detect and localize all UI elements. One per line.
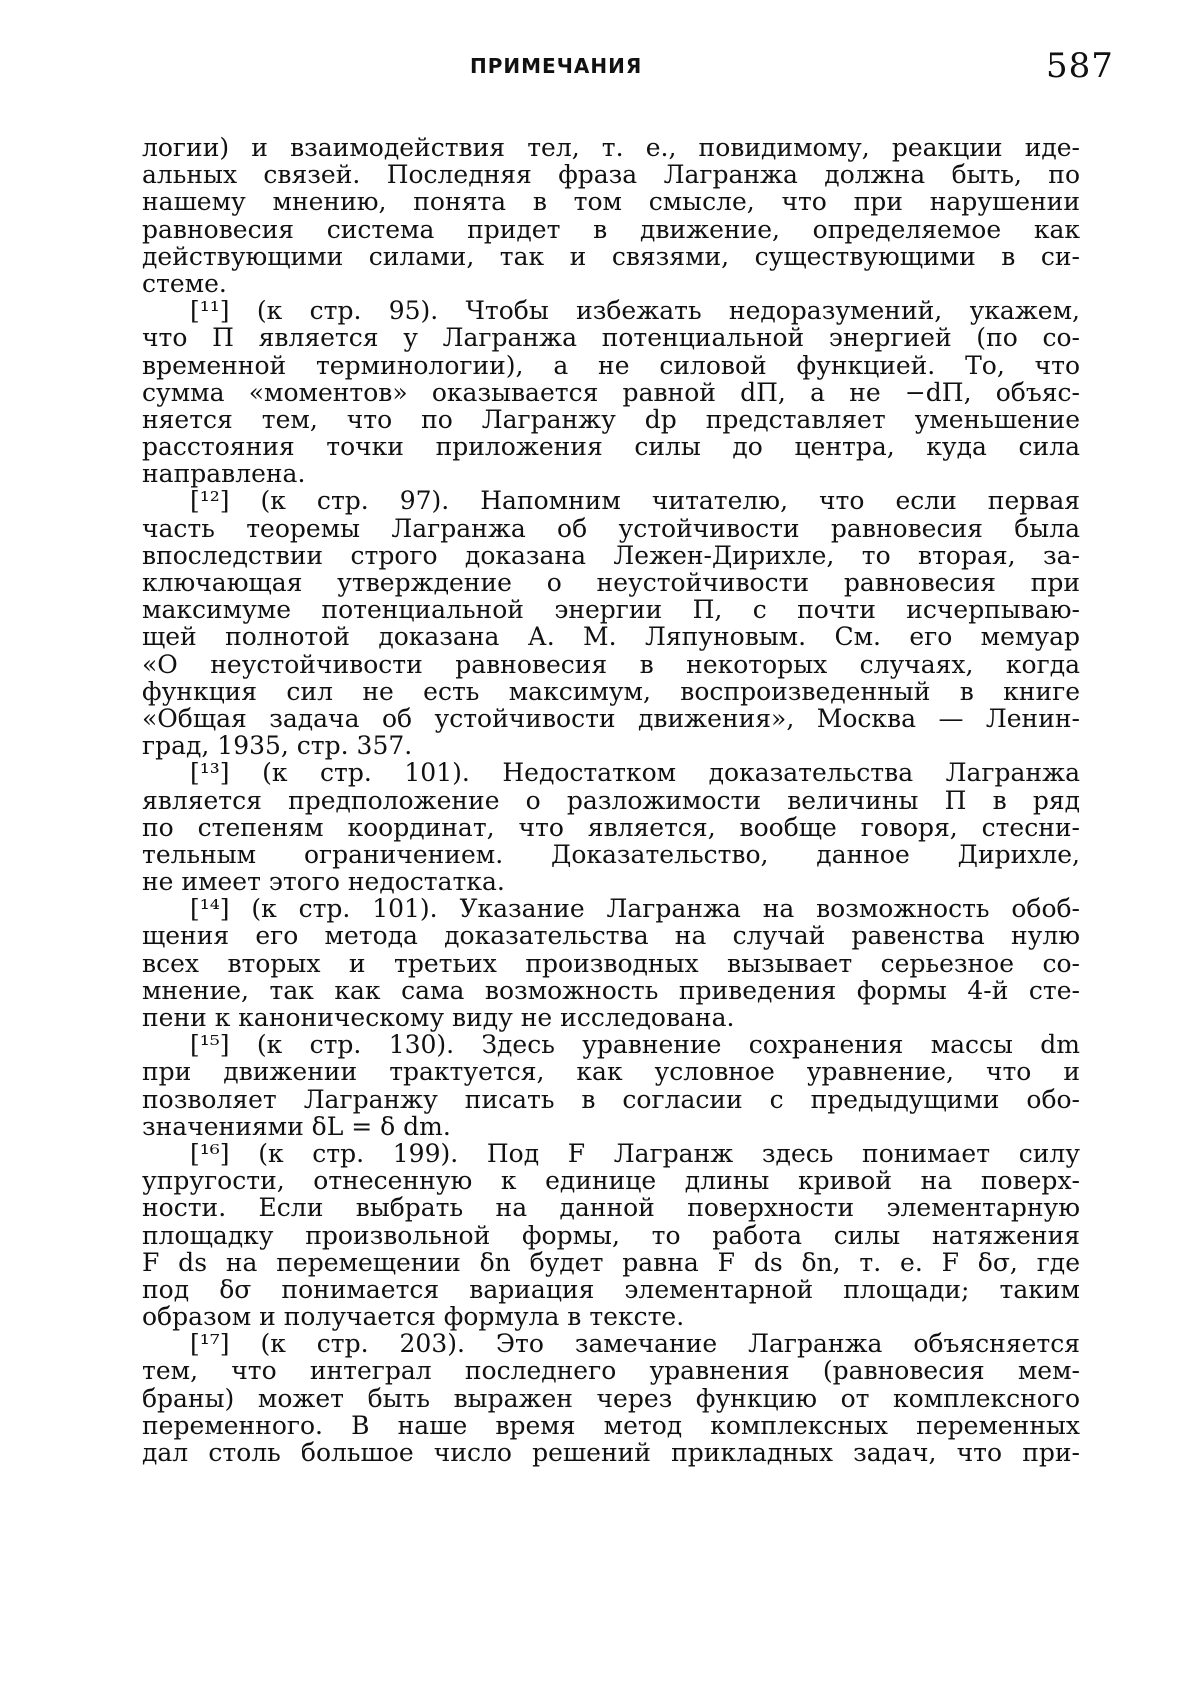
text-line: является предположение о разложимости величины П в ряд xyxy=(142,785,1080,815)
text-line: браны) может быть выражен через функцию от комплексного xyxy=(142,1383,1080,1413)
text-line: нашему мнению, понята в том смысле, что при нарушении xyxy=(142,187,1080,217)
text-line: сумма «моментов» оказывается равной dП, а не −dП, объяс- xyxy=(142,377,1080,407)
text-line: впоследствии строго доказана Лежен-Дирихле, то вторая, за- xyxy=(142,540,1080,570)
note-first-line: [¹³] (к стр. 101). Недостатком доказательства Лагранжа xyxy=(190,758,1080,788)
text-line: часть теоремы Лагранжа об устойчивости равновесия была xyxy=(142,513,1080,543)
text-line: переменного. В наше время метод комплексных переменных xyxy=(142,1410,1080,1440)
notes-body-text xyxy=(142,134,1080,1466)
text-line: площадку произвольной формы, то работа силы натяжения xyxy=(142,1220,1080,1250)
text-line: F ds на перемещении δn будет равна F ds δn, т. е. F δσ, где xyxy=(142,1247,1080,1277)
text-line: щения его метода доказательства на случай равенства нулю xyxy=(142,921,1080,951)
note-first-line: [¹²] (к стр. 97). Напомним читателю, что если первая xyxy=(190,486,1080,516)
running-title: ПРИМЕЧАНИЯ xyxy=(470,54,643,78)
text-line: при движении трактуется, как условное уравнение, что и xyxy=(142,1057,1080,1087)
text-line: равновесия система придет в движение, определяемое как xyxy=(142,214,1080,244)
page-number: 587 xyxy=(1046,46,1114,86)
running-head xyxy=(0,46,1200,106)
text-line: тельным ограничением. Доказательство, данное Дирихле, xyxy=(142,839,1080,869)
text-line: ключающая утверждение о неустойчивости равновесия при xyxy=(142,568,1080,597)
text-line: упругости, отнесенную к единице длины кривой на поверх- xyxy=(142,1166,1080,1196)
text-line: няется тем, что по Лагранжу dp представляет уменьшение xyxy=(142,404,1080,434)
text-line: действующими силами, так и связями, существующими в си- xyxy=(142,241,1080,271)
text-line: под δσ понимается вариация элементарной площади; таким xyxy=(142,1274,1080,1304)
text-line: «О неустойчивости равновесия в некоторых случаях, когда xyxy=(142,649,1080,679)
text-line: образом и получается формула в тексте. xyxy=(142,1302,685,1332)
text-line: всех вторых и третьих производных вызывает серьезное со- xyxy=(142,948,1080,978)
text-line: максимуме потенциальной энергии П, с почти исчерпываю- xyxy=(142,595,1080,625)
text-line: что П является у Лагранжа потенциальной энергией (по со- xyxy=(142,323,1080,353)
text-line: ности. Если выбрать на данной поверхности элементарную xyxy=(142,1193,1080,1223)
text-line: щей полнотой доказана А. М. Ляпуновым. См. его мемуар xyxy=(142,622,1080,652)
text-line: направлена. xyxy=(142,459,306,489)
text-line: тем, что интеграл последнего уравнения (равновесия мем- xyxy=(142,1356,1080,1386)
text-line: расстояния точки приложения силы до центра, куда сила xyxy=(142,432,1080,462)
text-line: функция сил не есть максимум, воспроизведенный в книге xyxy=(142,676,1080,706)
note-first-line: [¹⁵] (к стр. 130). Здесь уравнение сохранения массы dm xyxy=(190,1030,1080,1060)
text-line: стеме. xyxy=(142,268,227,298)
text-line: значениями δL = δ dm. xyxy=(142,1111,451,1141)
text-line: град, 1935, стр. 357. xyxy=(142,731,413,761)
text-line: по степеням координат, что является, вообще говоря, стесни- xyxy=(142,812,1080,842)
text-line: временной терминологии), а не силовой функцией. То, что xyxy=(142,350,1080,380)
text-line: пени к каноническому виду не исследована. xyxy=(142,1003,735,1032)
note-first-line: [¹⁶] (к стр. 199). Под F Лагранж здесь понимает силу xyxy=(190,1138,1080,1168)
note-first-line: [¹⁴] (к стр. 101). Указание Лагранжа на возможность обоб- xyxy=(190,894,1080,924)
text-line: дал столь большое число решений прикладных задач, что при- xyxy=(142,1438,1080,1467)
text-line: не имеет этого недостатка. xyxy=(142,867,505,897)
note-first-line: [¹⁷] (к стр. 203). Это замечание Лагранжа объясняется xyxy=(190,1329,1080,1359)
text-line: «Общая задача об устойчивости движения», Москва — Ленин- xyxy=(142,703,1080,733)
text-line: мнение, так как сама возможность приведения формы 4-й сте- xyxy=(142,975,1080,1005)
note-first-line: [¹¹] (к стр. 95). Чтобы избежать недоразумений, укажем, xyxy=(190,296,1080,326)
text-line: альных связей. Последняя фраза Лагранжа должна быть, по xyxy=(142,160,1080,190)
text-line: позволяет Лагранжу писать в согласии с предыдущими обо- xyxy=(142,1084,1080,1114)
text-line: логии) и взаимодействия тел, т. е., повидимому, реакции иде- xyxy=(142,133,1080,162)
